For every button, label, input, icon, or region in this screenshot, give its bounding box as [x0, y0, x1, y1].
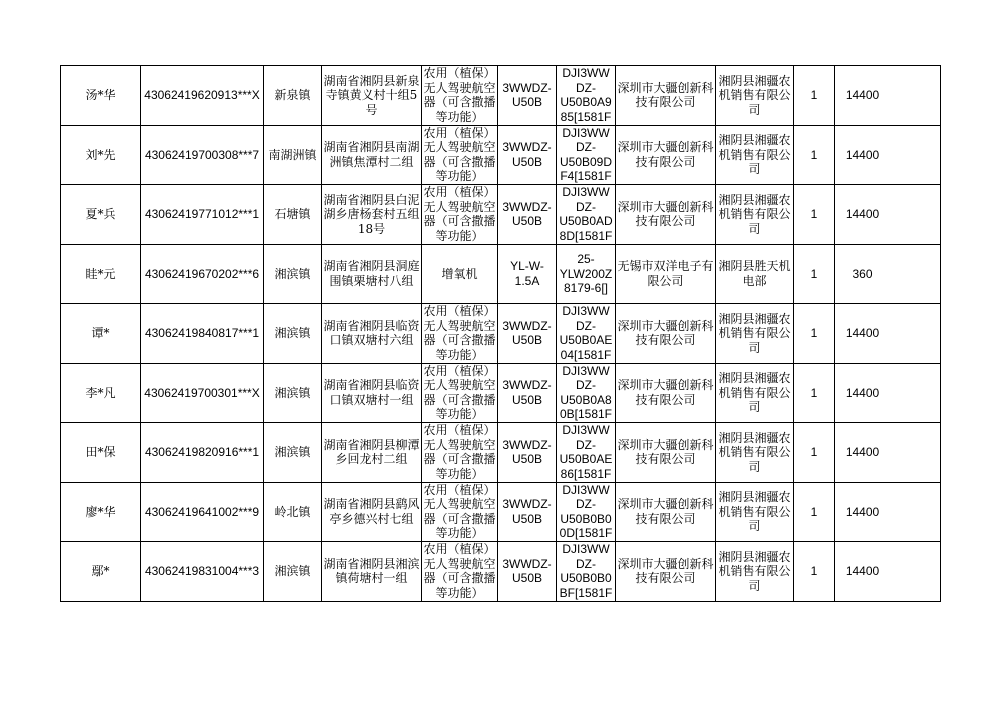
cell-model: 3WWDZ-U50B: [498, 125, 557, 185]
cell-model: 3WWDZ-U50B: [498, 482, 557, 542]
cell-name: 李*凡: [61, 363, 141, 423]
cell-address: 湖南省湘阴县临资口镇双塘村一组: [322, 363, 422, 423]
cell-serial: DJI3WWDZ-U50B0AD8D[1581F: [557, 185, 616, 245]
cell-product: 增氧机: [422, 244, 498, 304]
cell-seller: 湘阴县湘疆农机销售有限公司: [716, 482, 794, 542]
cell-manufacturer: 深圳市大疆创新科技有限公司: [616, 423, 716, 483]
cell-serial: DJI3WWDZ-U50B0B00D[1581F: [557, 482, 616, 542]
cell-address: 湖南省湘阴县鹞风亭乡德兴村七组: [322, 482, 422, 542]
cell-model: YL-W-1.5A: [498, 244, 557, 304]
cell-id-number: 43062419641002***9: [141, 482, 264, 542]
cell-address: 湖南省湘阴县洞庭围镇栗塘村八组: [322, 244, 422, 304]
cell-name: 廖*华: [61, 482, 141, 542]
cell-serial: DJI3WWDZ-U50B0B0BF[1581F: [557, 542, 616, 602]
cell-serial: DJI3WWDZ-U50B0AE86[1581F: [557, 423, 616, 483]
cell-town: 湘滨镇: [264, 244, 322, 304]
cell-model: 3WWDZ-U50B: [498, 542, 557, 602]
cell-serial: DJI3WWDZ-U50B0A985[1581F: [557, 66, 616, 126]
cell-product: 农用（植保）无人驾驶航空器（可含撒播等功能）: [423, 542, 496, 600]
cell-address: 湖南省湘阴县白泥湖乡唐杨套村五组18号: [322, 185, 422, 245]
cell-manufacturer: 深圳市大疆创新科技有限公司: [616, 125, 716, 185]
cell-address: 湖南省湘阴县临资口镇双塘村六组: [322, 304, 422, 364]
cell-model: 3WWDZ-U50B: [498, 423, 557, 483]
cell-manufacturer: 深圳市大疆创新科技有限公司: [616, 542, 716, 602]
cell-quantity: 1: [794, 125, 835, 185]
cell-product: 农用（植保）无人驾驶航空器（可含撒播等功能）: [423, 66, 496, 124]
cell-amount: 14400: [835, 482, 941, 542]
cell-town: 南湖洲镇: [264, 125, 322, 185]
cell-seller: 湘阴县湘疆农机销售有限公司: [716, 363, 794, 423]
cell-id-number: 43062419831004***3: [141, 542, 264, 602]
cell-seller: 湘阴县湘疆农机销售有限公司: [716, 423, 794, 483]
table-row: [61, 66, 941, 126]
cell-quantity: 1: [794, 542, 835, 602]
cell-address: 湖南省湘阴县新泉寺镇黄义村十组5号: [322, 66, 422, 126]
cell-serial: DJI3WWDZ-U50B0A80B[1581F: [557, 363, 616, 423]
cell-manufacturer: 深圳市大疆创新科技有限公司: [616, 304, 716, 364]
cell-amount: 14400: [835, 304, 941, 364]
cell-quantity: 1: [794, 482, 835, 542]
table-row: [61, 125, 941, 185]
data-table: [60, 65, 941, 602]
cell-amount: 14400: [835, 363, 941, 423]
cell-serial: DJI3WWDZ-U50B0AE04[1581F: [557, 304, 616, 364]
table-row: [61, 185, 941, 245]
cell-seller: 湘阴县湘疆农机销售有限公司: [716, 125, 794, 185]
cell-town: 湘滨镇: [264, 304, 322, 364]
cell-amount: 14400: [835, 423, 941, 483]
cell-serial: DJI3WWDZ-U50B09DF4[1581F: [557, 125, 616, 185]
cell-model: 3WWDZ-U50B: [498, 66, 557, 126]
table-row: [61, 482, 941, 542]
table-row: [61, 542, 941, 602]
cell-name: 田*保: [61, 423, 141, 483]
cell-amount: 14400: [835, 125, 941, 185]
cell-id-number: 43062419840817***1: [141, 304, 264, 364]
cell-address: 湖南省湘阴县柳潭乡回龙村二组: [322, 423, 422, 483]
cell-quantity: 1: [794, 185, 835, 245]
cell-town: 湘滨镇: [264, 363, 322, 423]
cell-quantity: 1: [794, 244, 835, 304]
cell-amount: 14400: [835, 542, 941, 602]
cell-manufacturer: 深圳市大疆创新科技有限公司: [616, 185, 716, 245]
cell-product: 农用（植保）无人驾驶航空器（可含撒播等功能）: [423, 423, 496, 481]
cell-id-number: 43062419820916***1: [141, 423, 264, 483]
table-row: [61, 244, 941, 304]
cell-amount: 14400: [835, 185, 941, 245]
cell-address: 湖南省湘阴县南湖洲镇焦潭村二组: [322, 125, 422, 185]
cell-manufacturer: 深圳市大疆创新科技有限公司: [616, 363, 716, 423]
cell-quantity: 1: [794, 66, 835, 126]
cell-town: 石塘镇: [264, 185, 322, 245]
cell-seller: 湘阴县湘疆农机销售有限公司: [716, 185, 794, 245]
cell-quantity: 1: [794, 423, 835, 483]
cell-name: 鄢*: [61, 542, 141, 602]
cell-town: 岭北镇: [264, 482, 322, 542]
table-row: [61, 363, 941, 423]
cell-seller: 湘阴县湘疆农机销售有限公司: [716, 66, 794, 126]
cell-seller: 湘阴县湘疆农机销售有限公司: [716, 304, 794, 364]
cell-quantity: 1: [794, 363, 835, 423]
cell-product: 农用（植保）无人驾驶航空器（可含撒播等功能）: [423, 363, 496, 422]
cell-name: 眭*元: [61, 244, 141, 304]
cell-id-number: 43062419620913***X: [141, 66, 264, 126]
cell-model: 3WWDZ-U50B: [498, 363, 557, 423]
cell-product: 农用（植保）无人驾驶航空器（可含撒播等功能）: [423, 125, 496, 184]
cell-id-number: 43062419771012***1: [141, 185, 264, 245]
cell-id-number: 43062419700308***7: [141, 125, 264, 185]
cell-amount: 14400: [835, 66, 941, 126]
cell-manufacturer: 深圳市大疆创新科技有限公司: [616, 66, 716, 126]
cell-product: 农用（植保）无人驾驶航空器（可含撒播等功能）: [423, 482, 496, 541]
cell-seller: 湘阴县湘疆农机销售有限公司: [716, 542, 794, 602]
cell-address: 湖南省湘阴县湘滨镇荷塘村一组: [322, 542, 422, 602]
cell-town: 湘滨镇: [264, 542, 322, 602]
cell-name: 夏*兵: [61, 185, 141, 245]
cell-manufacturer: 深圳市大疆创新科技有限公司: [616, 482, 716, 542]
cell-product: 农用（植保）无人驾驶航空器（可含撒播等功能）: [423, 185, 496, 243]
cell-amount: 360: [835, 244, 941, 304]
cell-model: 3WWDZ-U50B: [498, 185, 557, 245]
cell-id-number: 43062419670202***6: [141, 244, 264, 304]
cell-name: 谭*: [61, 304, 141, 364]
cell-name: 刘*先: [61, 125, 141, 185]
table-row: [61, 423, 941, 483]
cell-product: 农用（植保）无人驾驶航空器（可含撒播等功能）: [423, 304, 496, 362]
cell-id-number: 43062419700301***X: [141, 363, 264, 423]
cell-town: 新泉镇: [264, 66, 322, 126]
cell-model: 3WWDZ-U50B: [498, 304, 557, 364]
cell-seller: 湘阴县胜天机电部: [716, 244, 794, 304]
cell-manufacturer: 无锡市双洋电子有限公司: [616, 244, 716, 304]
table-row: [61, 304, 941, 364]
cell-name: 汤*华: [61, 66, 141, 126]
cell-serial: 25-YLW200Z8179-6[]: [557, 244, 616, 304]
cell-town: 湘滨镇: [264, 423, 322, 483]
cell-quantity: 1: [794, 304, 835, 364]
